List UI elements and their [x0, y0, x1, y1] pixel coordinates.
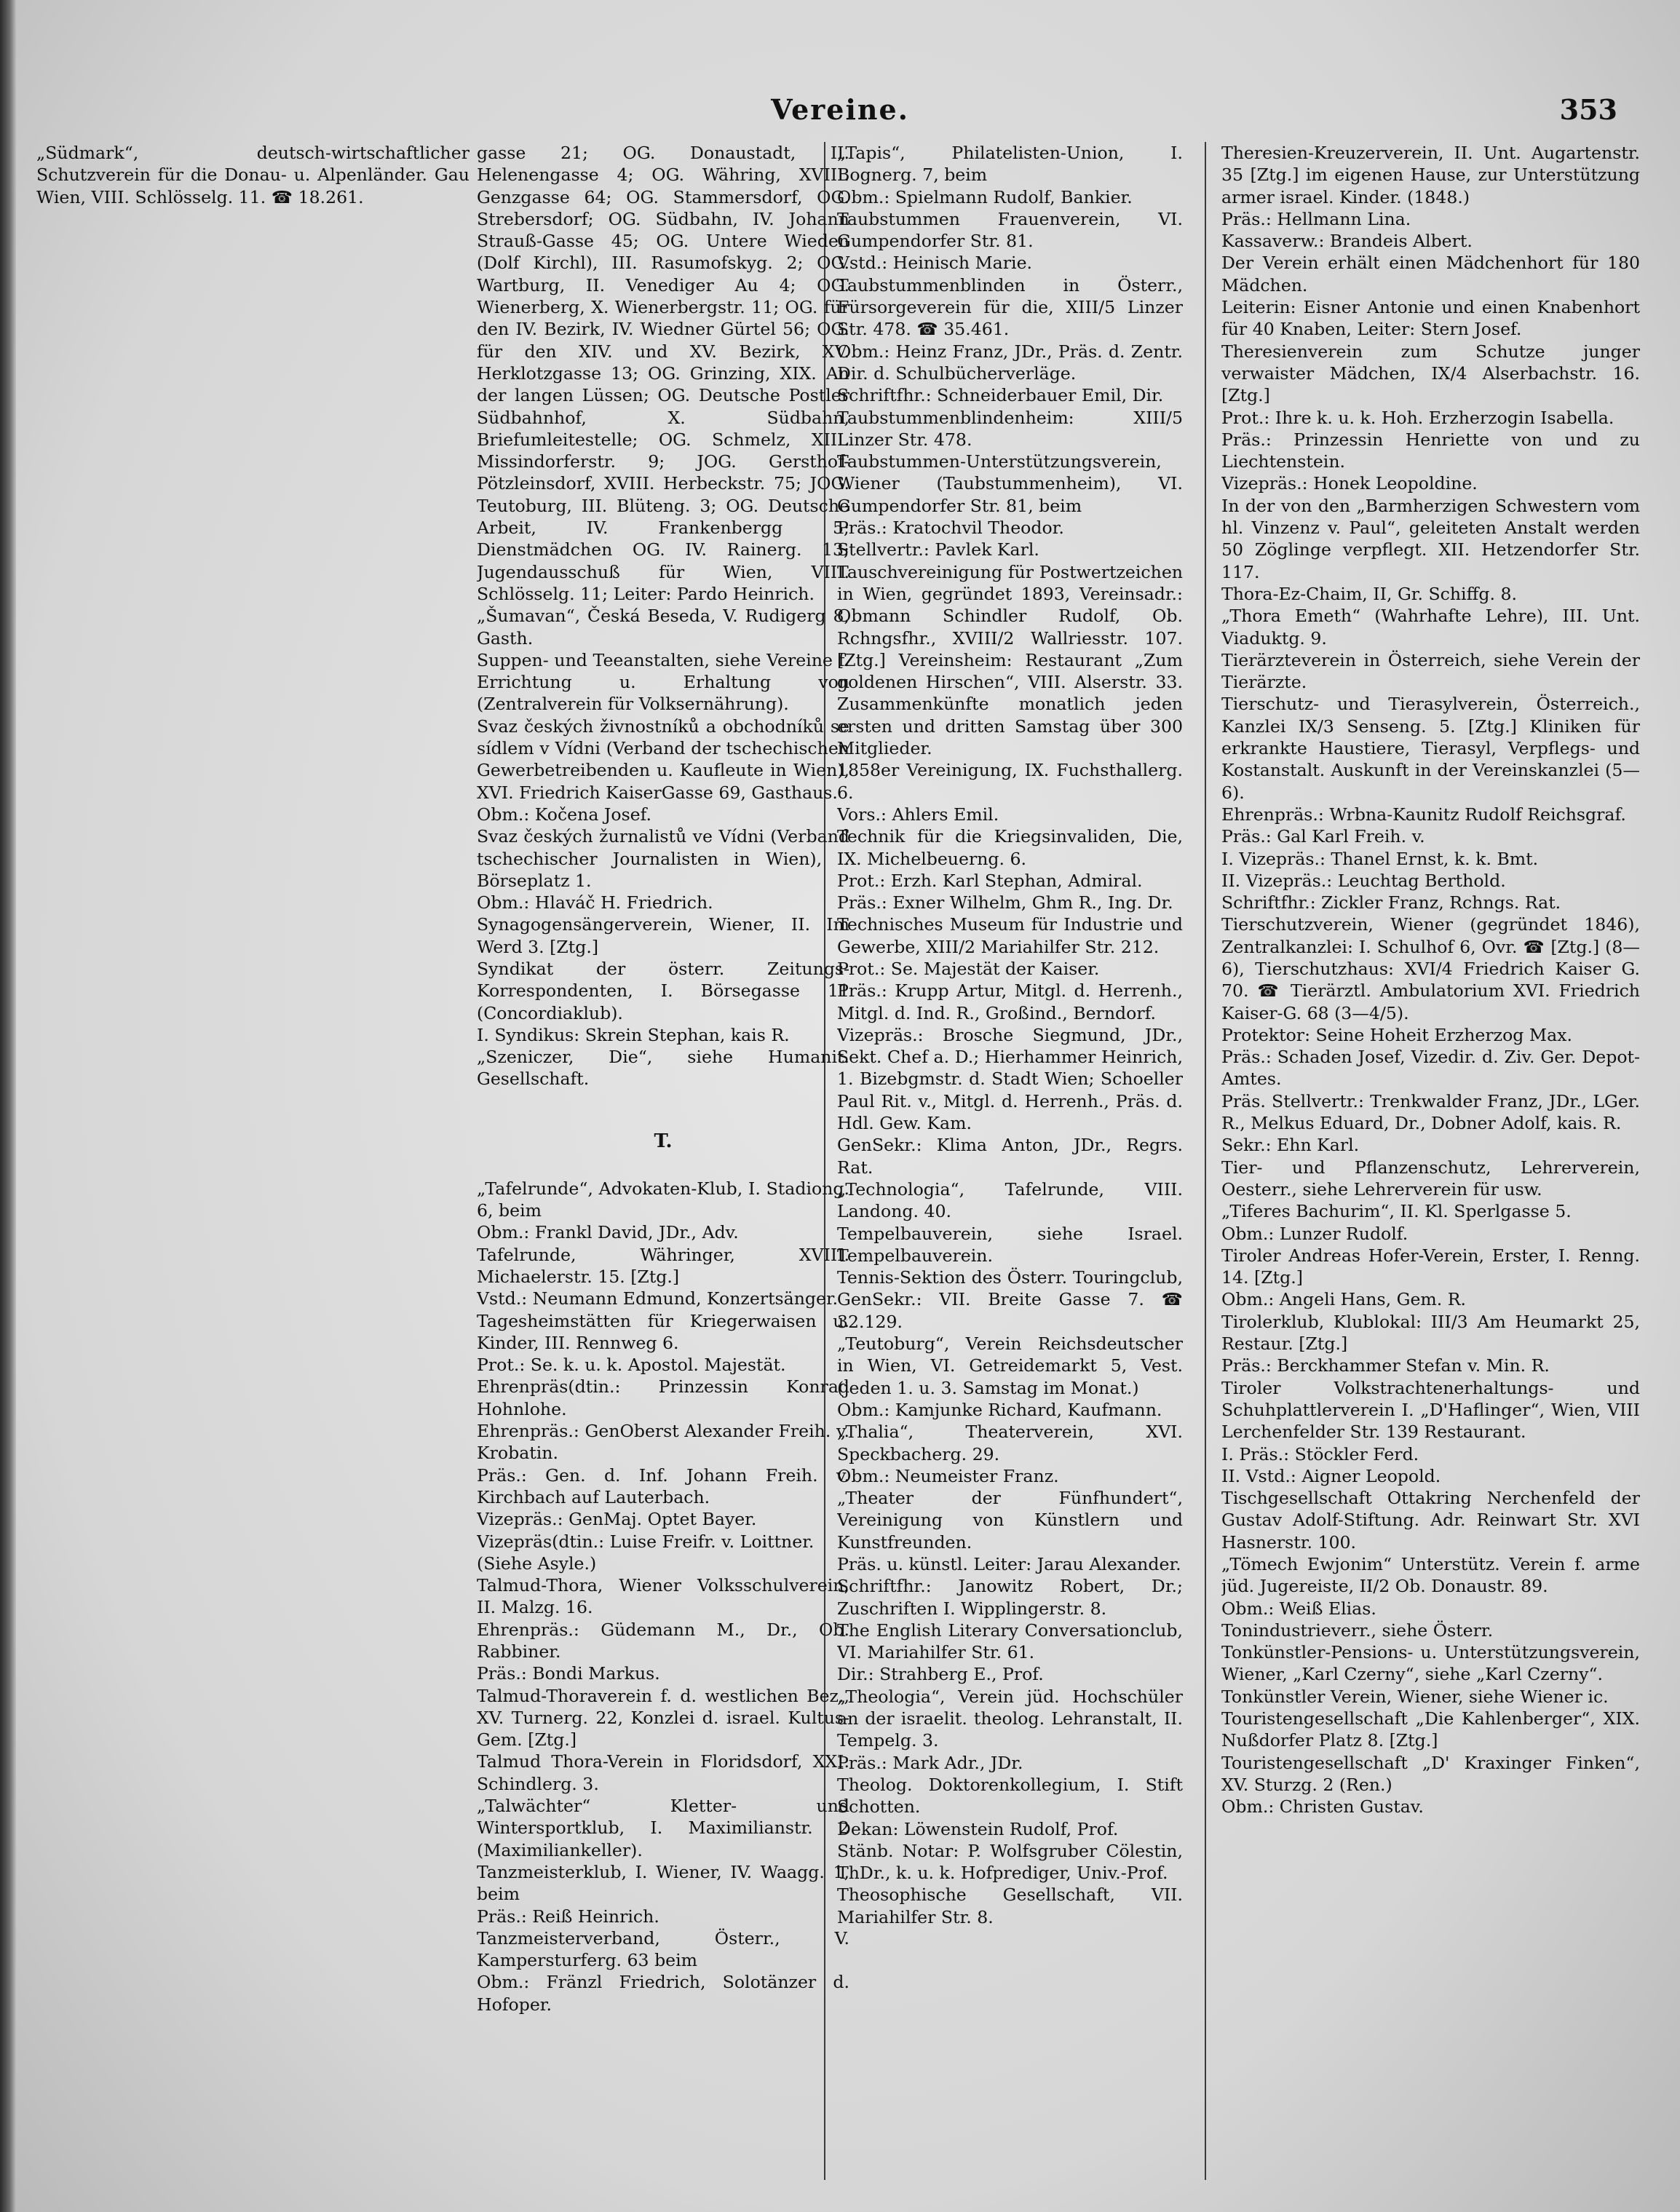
directory-entry: 1858er Vereinigung, IX. Fuchsthallerg. 6. — [837, 760, 1183, 803]
directory-entry: Ehrenpräs.: Wrbna-Kaunitz Rudolf Reichsgraf. — [1221, 804, 1626, 825]
directory-entry: Schriftfhr.: Zickler Franz, Rchngs. Rat. — [1221, 892, 1561, 913]
directory-entry: Präs.: Hellmann Lina. — [1221, 208, 1411, 229]
directory-entry: In der von den „Barmherzigen Schwestern vom hl. Vinzenz v. Paul“, geleiteten Anstalt werden 50 Zöglinge verpflegt. XII. Hetzendorfer Str. 117. — [1221, 495, 1640, 582]
directory-entry: Ehrenpräs(dtin.: Prinzessin Konrad Hohnlohe. — [477, 1376, 849, 1419]
directory-entry: Synagogensängerverein, Wiener, II. Im Werd 3. [Ztg.] — [477, 914, 849, 957]
directory-entry: Präs.: Exner Wilhelm, Ghm R., Ing. Dr. — [837, 892, 1173, 913]
directory-entry: Obm.: Lunzer Rudolf. — [1221, 1223, 1408, 1244]
directory-entry: Tiroler Volkstrachtenerhaltungs- und Schuhplattlerverein I. „D'Haflinger“, Wien, VIII Lerchenfelder Str. 139 Restaurant. — [1221, 1377, 1640, 1443]
directory-entry: „Talwächter“ Kletter- und Wintersportklub, I. Maximilianstr. 2 (Maximiliankeller). — [477, 1796, 849, 1860]
directory-entry: Obm.: Weiß Elias. — [1221, 1598, 1376, 1619]
directory-entry: Dekan: Löwenstein Rudolf, Prof. — [837, 1818, 1119, 1839]
directory-entry: Dir.: Strahberg E., Prof. — [837, 1664, 1044, 1685]
directory-entry: Tauschvereinigung für Postwertzeichen in Wien, gegründet 1893, Vereinsadr.: Obmann Schindler Rudolf, Ob. Rchngsfhr., XVIII/2 Wallriesstr. 107. [Ztg.] Vereinsheim: Restaurant „Zum goldenen Hirschen“, VIII. Alserstr. 33. Zusammenkünfte monatlich jeden ersten und dritten Samstag über 300 Mitglieder. — [837, 561, 1183, 759]
directory-entry: Obm.: Angeli Hans, Gem. R. — [1221, 1289, 1467, 1310]
directory-entry: Präs.: Schaden Josef, Vizedir. d. Ziv. Ger. Depot-Amtes. — [1221, 1047, 1640, 1090]
directory-entry: „Technologia“, Tafelrunde, VIII. Landong. 40. — [837, 1178, 1183, 1222]
directory-entry: Tiroler Andreas Hofer-Verein, Erster, I. Renng. 14. [Ztg.] — [1221, 1245, 1640, 1288]
directory-entry: Taubstummenblinden in Österr., Fürsorgeverein für die, XIII/5 Linzer Str. 478. ☎ 35.461. — [837, 274, 1183, 340]
directory-entry: Theosophische Gesellschaft, VII. Mariahilfer Str. 8. — [837, 1884, 1183, 1927]
column-3 — [837, 142, 1183, 2195]
directory-entry: Tier- und Pflanzenschutz, Lehrerverein, Oesterr., siehe Lehrerverein für usw. — [1221, 1157, 1640, 1200]
directory-entry: Tirolerklub, Klublokal: III/3 Am Heumarkt 25, Restaur. [Ztg.] — [1221, 1311, 1640, 1355]
directory-entry: Tennis-Sektion des Österr. Touringclub, GenSekr.: VII. Breite Gasse 7. ☎ 32.129. — [837, 1267, 1183, 1332]
directory-entry: Obm.: Kočena Josef. — [477, 804, 652, 825]
directory-entry: Taubstummen-Unterstützungsverein, Wiener (Taubstummenheim), VI. Gumpendorfer Str. 81, beim — [837, 451, 1183, 516]
page-header — [29, 93, 1651, 137]
directory-entry: Touristengesellschaft „D' Kraxinger Finken“, XV. Sturzg. 2 (Ren.) — [1221, 1752, 1640, 1795]
directory-entry: Prot.: Erzh. Karl Stephan, Admiral. — [837, 870, 1143, 891]
directory-entry: Tierschutzverein, Wiener (gegründet 1846), Zentralkanzlei: I. Schulhof 6, Ovr. ☎ [Ztg.] (8—6), Tierschutzhaus: XVI/4 Friedrich Kaiser G. 70. ☎ Tierärztl. Ambulatorium XVI. Friedrich Kaiser-G. 68 (3—4/5). — [1221, 914, 1640, 1023]
directory-entry: Prot.: Ihre k. u. k. Hoh. Erzherzogin Isabella. — [1221, 407, 1614, 428]
binding-edge — [0, 0, 16, 2212]
directory-entry: Obm.: Kamjunke Richard, Kaufmann. — [837, 1399, 1162, 1420]
directory-entry: Talmud-Thoraverein f. d. westlichen Bez., XV. Turnerg. 22, Konzlei d. israel. Kultus-Gem. [Ztg.] — [477, 1685, 849, 1751]
directory-entry: Ehrenpräs.: GenOberst Alexander Freih. v. Krobatin. — [477, 1421, 849, 1464]
directory-entry: Präs.: Mark Adr., JDr. — [837, 1752, 1023, 1773]
directory-entry: Der Verein erhält einen Mädchenhort für 180 Mädchen. — [1221, 253, 1640, 296]
directory-entry: „Tömech Ewjonim“ Unterstütz. Verein f. arme jüd. Jugereiste, II/2 Ob. Donaustr. 89. — [1221, 1554, 1640, 1597]
page-title: Vereine. — [771, 93, 909, 126]
directory-entry: Technisches Museum für Industrie und Gewerbe, XIII/2 Mariahilfer Str. 212. — [837, 914, 1183, 957]
directory-entry: Obm.: Heinz Franz, JDr., Präs. d. Zentr. Dir. d. Schulbücherverläge. — [837, 341, 1183, 384]
column-rule — [1205, 142, 1206, 2180]
directory-entry: Obm.: Spielmann Rudolf, Bankier. — [837, 186, 1133, 207]
section-letter: T. — [654, 1130, 673, 1152]
directory-entry: Tanzmeisterverband, Österr., V. Kampersturferg. 63 beim — [477, 1927, 849, 1971]
directory-entry: Schriftfhr.: Schneiderbauer Emil, Dir. — [837, 385, 1164, 406]
directory-entry: Präs. u. künstl. Leiter: Jarau Alexander. — [837, 1554, 1181, 1574]
directory-entry: Vizepräs.: GenMaj. Optet Bayer. — [477, 1509, 757, 1530]
directory-entry: „Szeniczer, Die“, siehe Humanit. Gesellschaft. — [477, 1047, 849, 1090]
directory-entry: Tempelbauverein, siehe Israel. Tempelbauverein. — [837, 1223, 1183, 1266]
directory-entry: Taubstummenblindenheim: XIII/5 Linzer Str. 478. — [837, 407, 1183, 450]
directory-entry: Präs. Stellvertr.: Trenkwalder Franz, JDr., LGer. R., Melkus Eduard, Dr., Dobner Adolf, kais. R. — [1221, 1090, 1640, 1134]
directory-entry: Suppen- und Teeanstalten, siehe Vereine f. Errichtung u. Erhaltung von (Zentralverein für Volksernährung). — [477, 649, 849, 715]
directory-entry: „Südmark“, deutsch-wirtschaftlicher Schutzverein für die Donau- u. Alpenländer. Gau Wien, VIII. Schlösselg. 11. ☎ 18.261. — [36, 143, 469, 207]
directory-entry: Obm.: Hlaváč H. Friedrich. — [477, 892, 713, 913]
directory-entry: Präs.: Berckhammer Stefan v. Min. R. — [1221, 1355, 1550, 1376]
directory-entry: Tagesheimstätten für Kriegerwaisen u. Kinder, III. Rennweg 6. — [477, 1310, 849, 1353]
directory-entry: „Šumavan“, Česká Beseda, V. Rudigerg 8, Gasth. — [477, 606, 849, 649]
directory-entry: Vizepräs(dtin.: Luise Freifr. v. Loittner. — [477, 1531, 815, 1552]
directory-entry: Stellvertr.: Pavlek Karl. — [837, 539, 1039, 560]
directory-entry: „Theater der Fünfhundert“, Vereinigung von Künstlern und Kunstfreunden. — [837, 1488, 1183, 1553]
column-4 — [1221, 142, 1640, 2195]
directory-entry: Theolog. Doktorenkollegium, I. Stift Schotten. — [837, 1774, 1183, 1817]
directory-entry: „Tapis“, Philatelisten-Union, I. Bognerg. 7, beim — [837, 143, 1183, 186]
directory-entry: Protektor: Seine Hoheit Erzherzog Max. — [1221, 1024, 1572, 1045]
directory-entry: Präs.: Krupp Artur, Mitgl. d. Herrenh., Mitgl. d. Ind. R., Großind., Berndorf. — [837, 980, 1183, 1023]
directory-entry: Vstd.: Neumann Edmund, Konzertsänger. — [477, 1288, 839, 1309]
directory-entry: Prot.: Se. Majestät der Kaiser. — [837, 958, 1100, 979]
directory-entry: Tanzmeisterklub, I. Wiener, IV. Waagg. 1, beim — [477, 1861, 849, 1905]
directory-entry: „Theologia“, Verein jüd. Hochschüler an der israelit. theolog. Lehranstalt, II. Tempelg. 3. — [837, 1686, 1183, 1751]
column-2 — [477, 142, 849, 2195]
directory-entry: Obm.: Neumeister Franz. — [837, 1465, 1059, 1486]
directory-entry: Präs.: Gal Karl Freih. v. — [1221, 826, 1425, 847]
directory-entry: Sekr.: Ehn Karl. — [1221, 1135, 1360, 1156]
directory-entry: Stänb. Notar: P. Wolfsgruber Cölestin, ThDr., k. u. k. Hofprediger, Univ.-Prof. — [837, 1840, 1183, 1884]
directory-entry: Technik für die Kriegsinvaliden, Die, IX. Michelbeuerng. 6. — [837, 826, 1183, 869]
directory-entry: II. Vizepräs.: Leuchtag Berthold. — [1221, 870, 1506, 891]
directory-entry: Taubstummen Frauenverein, VI. Gumpendorfer Str. 81. — [837, 208, 1183, 252]
directory-entry: „Thalia“, Theaterverein, XVI. Speckbacherg. 29. — [837, 1422, 1183, 1464]
directory-entry: Talmud-Thora, Wiener Volksschulverein, II. Malzg. 16. — [477, 1575, 849, 1618]
directory-entry: Tafelrunde, Währinger, XVIII. Michaelerstr. 15. [Ztg.] — [477, 1244, 849, 1287]
directory-entry: Ehrenpräs.: Güdemann M., Dr., Ob. Rabbiner. — [477, 1619, 849, 1662]
directory-entry: Vizepräs.: Brosche Siegmund, JDr., Sekt. Chef a. D.; Hierhammer Heinrich, 1. Bizebgmstr. d. Stadt Wien; Schoeller Paul Rit. v., Mitgl. d. Herrenh., Präs. d. Hdl. Gew. Kam. — [837, 1024, 1183, 1134]
directory-entry: „Tafelrunde“, Advokaten-Klub, I. Stadiong. 6, beim — [477, 1178, 849, 1221]
directory-entry: Vizepräs.: Honek Leopoldine. — [1221, 473, 1478, 494]
directory-entry: gasse 21; OG. Donaustadt, II. Helenengasse 4; OG. Währing, XVIII. Genzgasse 64; OG. Stammersdorf, OG. Strebersdorf; OG. Südbahn, IV. Johann Strauß-Gasse 45; OG. Untere Wieden (Dolf Kirchl), III. Rasumofskyg. 2; OG. Wartburg, II. Venediger Au 4; OG. Wienerberg, X. Wienerbergstr. 11; OG. für den IV. Bezirk, IV. Wiedner Gürtel 56; OG. für den XIV. und XV. Bezirk, XV. Herklotzgasse 13; OG. Grinzing, XIX. An der langen Lüssen; OG. Deutsche Postler Südbahnhof, X. Südbahn, Briefumleitestelle; OG. Schmelz, XIII. Missindorferstr. 9; JOG. Gersthof-Pötzleinsdorf, XVIII. Herbeckstr. 75; JOG. Teutoburg, III. Blüteng. 3; OG. Deutsche Arbeit, IV. Frankenbergg 5; Dienstmädchen OG. IV. Rainerg. 13; Jugendausschuß für Wien, VIII. Schlösselg. 11; Leiter: Pardo Heinrich. — [477, 143, 849, 604]
directory-entry: Obm.: Christen Gustav. — [1221, 1796, 1424, 1817]
directory-entry: Svaz českých živnostníků a obchodníků se sídlem v Vídni (Verband der tschechischen Gewerbetreibenden u. Kaufleute in Wien), XVI. Friedrich KaiserGasse 69, Gasthaus. — [477, 715, 849, 803]
directory-entry: Thora-Ez-Chaim, II, Gr. Schiffg. 8. — [1221, 583, 1517, 604]
directory-entry: Prot.: Se. k. u. k. Apostol. Majestät. — [477, 1355, 786, 1376]
directory-entry: Kassaverw.: Brandeis Albert. — [1221, 231, 1473, 252]
directory-entry: Theresien-Kreuzerverein, II. Unt. Augartenstr. 35 [Ztg.] im eigenen Hause, zur Unterstützung armer israel. Kinder. (1848.) — [1221, 143, 1640, 207]
directory-entry: Syndikat der österr. Zeitungs-Korrespondenten, I. Börsegasse 11 (Concordiaklub). — [477, 958, 849, 1023]
column-1 — [36, 142, 469, 2195]
directory-entry: „Thora Emeth“ (Wahrhafte Lehre), III. Unt. Viaduktg. 9. — [1221, 606, 1640, 649]
directory-entry: Schriftfhr.: Janowitz Robert, Dr.; Zuschriften I. Wipplingerstr. 8. — [837, 1576, 1183, 1619]
directory-entry: Talmud Thora-Verein in Floridsdorf, XXI. Schindlerg. 3. — [477, 1751, 849, 1794]
directory-entry: Präs.: Kratochvil Theodor. — [837, 518, 1064, 539]
directory-entry: II. Vstd.: Aigner Leopold. — [1221, 1465, 1441, 1486]
directory-entry: Präs.: Gen. d. Inf. Johann Freih. v. Kirchbach auf Lauterbach. — [477, 1464, 849, 1507]
directory-entry: The English Literary Conversationclub, VI. Mariahilfer Str. 61. — [837, 1620, 1183, 1663]
directory-entry: (Siehe Asyle.) — [477, 1553, 597, 1574]
directory-entry: Leiterin: Eisner Antonie und einen Knabenhort für 40 Knaben, Leiter: Stern Josef. — [1221, 297, 1640, 340]
directory-entry: GenSekr.: Klima Anton, JDr., Regrs. Rat. — [837, 1135, 1183, 1178]
directory-entry: Obm.: Fränzl Friedrich, Solotänzer d. Hofoper. — [477, 1972, 849, 2015]
directory-entry: Tonkünstler-Pensions- u. Unterstützungsverein, Wiener, „Karl Czerny“, siehe „Karl Czerny“. — [1221, 1642, 1640, 1685]
directory-entry: Präs.: Reiß Heinrich. — [477, 1906, 659, 1927]
directory-entry: Vstd.: Heinisch Marie. — [837, 253, 1033, 274]
directory-entry: Tierschutz- und Tierasylverein, Österreich., Kanzlei IX/3 Senseng. 5. [Ztg.] Kliniken für erkrankte Haustiere, Tierasyl, Verpflegs- und Kostanstalt. Auskunft in der Vereinskanzlei (5—6). — [1221, 694, 1640, 803]
directory-entry: I. Syndikus: Skrein Stephan, kais R. — [477, 1024, 790, 1045]
directory-entry: Tonkünstler Verein, Wiener, siehe Wiener ic. — [1221, 1686, 1609, 1707]
directory-entry: I. Präs.: Stöckler Ferd. — [1221, 1443, 1419, 1464]
directory-entry: Tischgesellschaft Ottakring Nerchenfeld der Gustav Adolf-Stiftung. Adr. Reinwart Str. XVI Hasnerstr. 100. — [1221, 1488, 1640, 1553]
directory-entry: „Tiferes Bachurim“, II. Kl. Sperlgasse 5. — [1221, 1201, 1572, 1222]
directory-entry: I. Vizepräs.: Thanel Ernst, k. k. Bmt. — [1221, 848, 1539, 869]
directory-entry: Tonindustrieverr., siehe Österr. — [1221, 1620, 1494, 1641]
directory-entry: Vors.: Ahlers Emil. — [837, 804, 999, 825]
directory-entry: Theresienverein zum Schutze junger verwaister Mädchen, IX/4 Alserbachstr. 16. [Ztg.] — [1221, 341, 1640, 406]
directory-entry: „Teutoburg“, Verein Reichsdeutscher in Wien, VI. Getreidemarkt 5, Vest. (jeden 1. u. 3. Samstag im Monat.) — [837, 1333, 1183, 1398]
directory-entry: Präs.: Bondi Markus. — [477, 1663, 660, 1684]
directory-entry: Obm.: Frankl David, JDr., Adv. — [477, 1222, 739, 1243]
page-number: 353 — [1559, 93, 1617, 126]
directory-entry: Svaz českých žurnalistů ve Vídni (Verband tschechischer Journalisten in Wien), I. Börseplatz 1. — [477, 826, 849, 891]
directory-entry: Tierärzteverein in Österreich, siehe Verein der Tierärzte. — [1221, 649, 1640, 693]
directory-entry: Touristengesellschaft „Die Kahlenberger“, XIX. Nußdorfer Platz 8. [Ztg.] — [1221, 1708, 1640, 1751]
directory-entry: Präs.: Prinzessin Henriette von und zu Liechtenstein. — [1221, 429, 1640, 472]
